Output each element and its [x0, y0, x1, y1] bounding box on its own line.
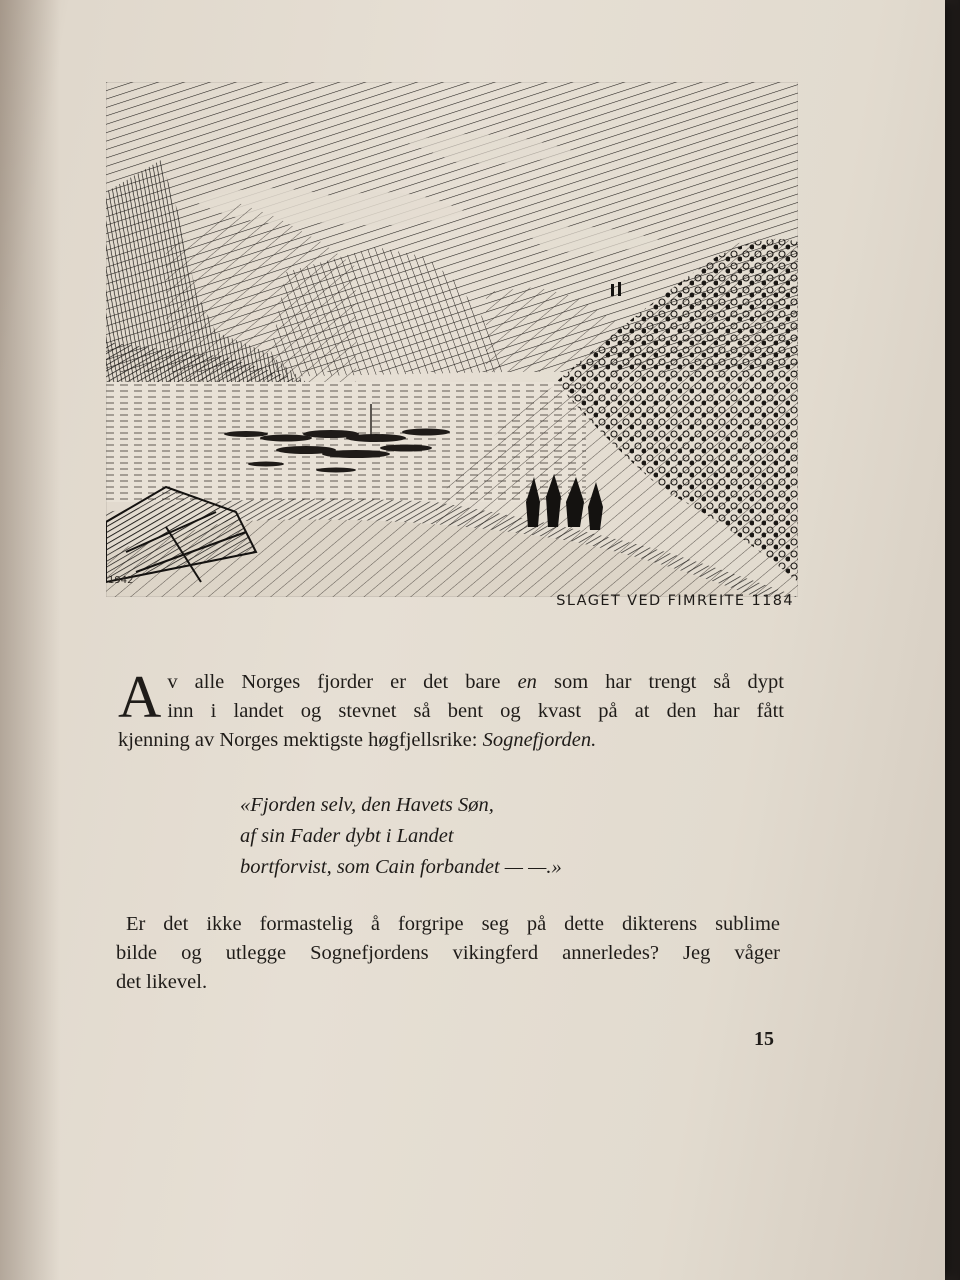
- paragraph-line: v alle Norges fjorder er det bare en som har trengt så dypt: [167, 671, 784, 693]
- paragraph-line: inn i landet og stevnet så bent og kvast på at den har fått: [167, 700, 784, 722]
- poem-quote: [240, 790, 760, 883]
- poem-line: af sin Fader dybt i Landet: [240, 825, 454, 847]
- page-number: 15: [754, 1028, 774, 1050]
- fjord-illustration: [106, 82, 798, 597]
- paragraph-line: det likevel.: [116, 971, 208, 993]
- artist-signature-year: 1942: [108, 575, 134, 586]
- opening-paragraph: [118, 664, 784, 755]
- poem-line: bortforvist, som Cain forbandet — —.»: [240, 856, 562, 878]
- second-paragraph: [116, 910, 780, 997]
- paragraph-line: Er det ikke formastelig å forgripe seg på dette dikterens sublime: [126, 913, 780, 935]
- poem-line: «Fjorden selv, den Havets Søn,: [240, 794, 494, 816]
- paragraph-line: kjenning av Norges mektigste høgfjellsrike: Sognefjorden.: [118, 729, 597, 751]
- illustration-caption: SLAGET VED FIMREITE 1184: [556, 593, 794, 609]
- drop-cap: A: [118, 664, 162, 730]
- gutter-shadow: [0, 0, 60, 1280]
- paragraph-line: bilde og utlegge Sognefjordens vikingferd annerledes? Jeg våger: [116, 942, 780, 964]
